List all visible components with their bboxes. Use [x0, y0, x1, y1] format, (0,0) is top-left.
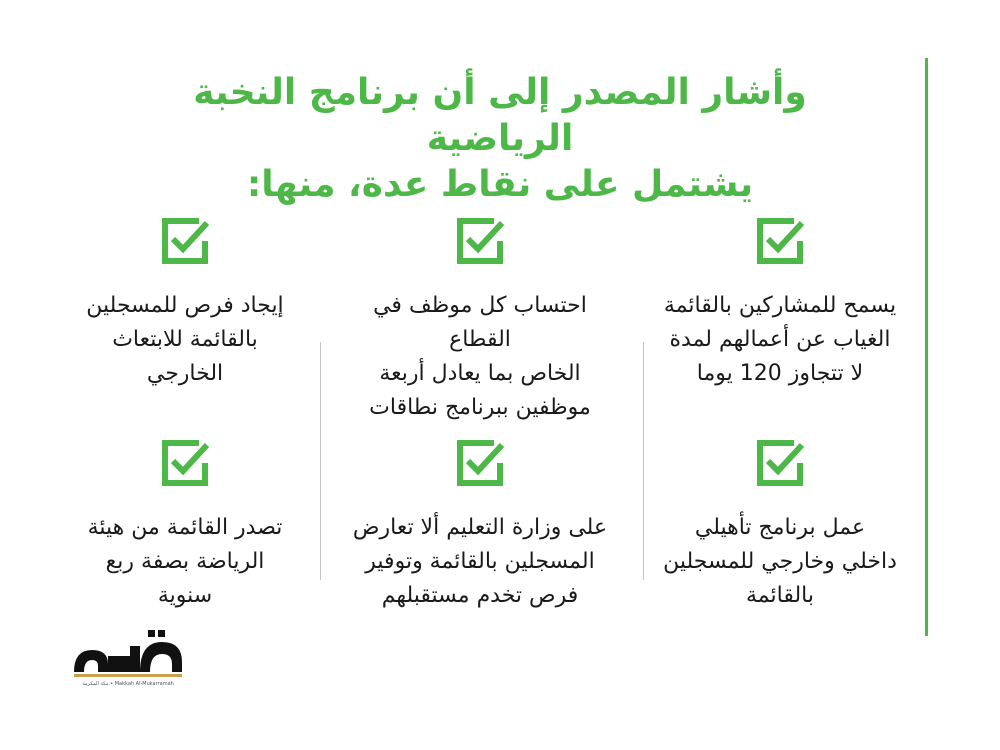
feature-item: [345, 437, 615, 613]
feature-text: تصدر القائمة من هيئة الرياضة بصفة ربع سنوية: [87, 515, 283, 608]
feature-text: على وزارة التعليم ألا تعارض المسجلين بالقائمة وتوفير فرص تخدم مستقبلهم: [352, 515, 608, 608]
feature-text: يسمح للمشاركين بالقائمة الغياب عن أعمالهم لمدة لا تتجاوز 120 يوما: [663, 293, 897, 386]
accent-vertical-rule: [925, 58, 928, 636]
feature-item: [645, 437, 915, 613]
svg-text:Makkah Al-Mukarramah • مكة الم: Makkah Al-Mukarramah • مكة المكرمة: [82, 681, 174, 687]
feature-item: [50, 437, 320, 613]
feature-item: [50, 215, 320, 391]
feature-text: عمل برنامج تأهيلي داخلي وخارجي للمسجلين بالقائمة: [663, 515, 897, 608]
page-title: [150, 70, 850, 208]
column-divider-right: [643, 342, 644, 580]
feature-item: [345, 215, 615, 425]
checkmark-icon: [454, 437, 506, 489]
checkmark-icon: [754, 215, 806, 267]
checkmark-icon: [754, 437, 806, 489]
feature-item: [645, 215, 915, 391]
makkah-logo: [70, 628, 190, 688]
title-line-2: يشتمل على نقاط عدة، منها:: [246, 164, 754, 205]
column-divider-left: [320, 342, 321, 580]
checkmark-icon: [159, 437, 211, 489]
checkmark-icon: [454, 215, 506, 267]
checkmark-icon: [159, 215, 211, 267]
title-line-1: وأشار المصدر إلى أن برنامج النخبة الرياضية: [193, 72, 807, 159]
feature-text: احتساب كل موظف في القطاع الخاص بما يعادل أربعة موظفين ببرنامج نطاقات: [369, 293, 591, 420]
feature-text: إيجاد فرص للمسجلين بالقائمة للابتعاث الخارجي: [86, 293, 284, 386]
